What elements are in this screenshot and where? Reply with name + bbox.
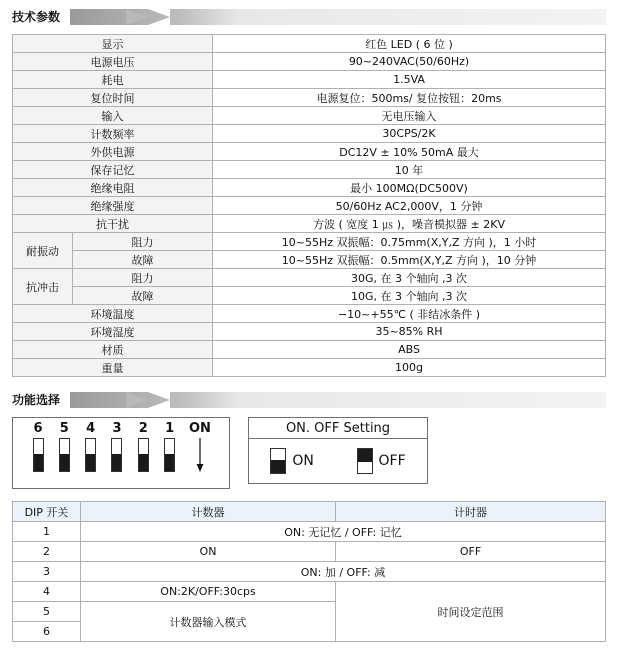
table-row xyxy=(13,35,606,53)
switch-up-icon xyxy=(357,448,373,474)
dip-switch-illustration xyxy=(12,417,230,489)
dip-number: 5 xyxy=(59,421,69,436)
table-row xyxy=(13,161,606,179)
spec-value: ABS xyxy=(213,341,606,359)
spec-label: 环境温度 xyxy=(13,305,213,323)
spec-value: 1.5VA xyxy=(213,71,606,89)
spec-label: 保存记忆 xyxy=(13,161,213,179)
column-header-dip: DIP 开关 xyxy=(13,502,81,522)
spec-sub-label: 阻力 xyxy=(73,269,213,287)
spec-value: DC12V ± 10% 50mA 最大 xyxy=(213,143,606,161)
onoff-legend-off xyxy=(357,448,406,474)
dip-number: 1 xyxy=(165,421,175,436)
dip-switch[interactable] xyxy=(53,438,75,474)
dip-index: 2 xyxy=(13,542,81,562)
spec-value: 35~85% RH xyxy=(213,323,606,341)
switch-down-icon xyxy=(270,448,286,474)
spec-label: 外供电源 xyxy=(13,143,213,161)
spec-value: 30G, 在 3 个轴向 ,3 次 xyxy=(213,269,606,287)
dip-on-label: ON xyxy=(189,421,211,436)
specification-table-body xyxy=(13,35,606,377)
spec-sub-label: 故障 xyxy=(73,251,213,269)
table-row xyxy=(13,215,606,233)
function-section-title: 功能选择 xyxy=(12,393,61,407)
table-row xyxy=(13,287,606,305)
table-row xyxy=(13,197,606,215)
spec-sub-label: 故障 xyxy=(73,287,213,305)
spec-value: 10~55Hz 双振幅：0.5mm(X,Y,Z 方向 )，10 分钟 xyxy=(213,251,606,269)
spec-value: 100g xyxy=(213,359,606,377)
dip-switch[interactable] xyxy=(106,438,128,474)
dip-counter-value: 计数器输入模式 xyxy=(81,602,336,642)
spec-label: 电源电压 xyxy=(13,53,213,71)
dip-index: 3 xyxy=(13,562,81,582)
spec-value: 10 年 xyxy=(213,161,606,179)
dip-counter-value: ON:2K/OFF:30cps xyxy=(81,582,336,602)
spec-label: 抗干扰 xyxy=(13,215,213,233)
table-row xyxy=(13,53,606,71)
spec-label: 绝缘强度 xyxy=(13,197,213,215)
dip-switch-numbers xyxy=(13,418,229,436)
spec-label: 计数频率 xyxy=(13,125,213,143)
header-ribbon-decoration-2 xyxy=(70,392,606,408)
dip-index: 6 xyxy=(13,622,81,642)
onoff-setting-panel xyxy=(248,417,428,484)
table-header-row xyxy=(13,502,606,522)
table-row xyxy=(13,143,606,161)
table-row xyxy=(13,359,606,377)
dip-counter-value: ON xyxy=(81,542,336,562)
dip-index: 1 xyxy=(13,522,81,542)
dip-timer-value: OFF xyxy=(336,542,606,562)
function-section-header xyxy=(12,391,606,409)
dip-function-table xyxy=(12,501,606,642)
dip-timer-value: 时间设定范围 xyxy=(336,582,606,642)
table-row xyxy=(13,582,606,602)
spec-label: 输入 xyxy=(13,107,213,125)
table-row xyxy=(13,522,606,542)
dip-switch[interactable] xyxy=(159,438,181,474)
spec-label: 复位时间 xyxy=(13,89,213,107)
table-row xyxy=(13,125,606,143)
onoff-off-label: OFF xyxy=(378,453,406,469)
spec-value: 红色 LED ( 6 位 ) xyxy=(213,35,606,53)
table-row xyxy=(13,542,606,562)
spec-label: 耗电 xyxy=(13,71,213,89)
table-row xyxy=(13,323,606,341)
specification-table xyxy=(12,34,606,377)
spec-label: 环境湿度 xyxy=(13,323,213,341)
spec-label: 绝缘电阻 xyxy=(13,179,213,197)
down-arrow-icon xyxy=(185,438,215,474)
column-header-counter: 计数器 xyxy=(81,502,336,522)
dip-switch[interactable] xyxy=(132,438,154,474)
spec-section-header xyxy=(12,8,606,26)
table-row xyxy=(13,269,606,287)
spec-value: 10G, 在 3 个轴向 ,3 次 xyxy=(213,287,606,305)
spec-value: −10~+55℃ ( 非结冰条件 ) xyxy=(213,305,606,323)
spec-value: 最小 100MΩ(DC500V) xyxy=(213,179,606,197)
spec-sub-label: 阻力 xyxy=(73,233,213,251)
dip-index: 4 xyxy=(13,582,81,602)
spec-value: 方波 ( 宽度 1 ㎲ )，噪音模拟器 ± 2KV xyxy=(213,215,606,233)
table-row xyxy=(13,305,606,323)
spec-value: 10~55Hz 双振幅：0.75mm(X,Y,Z 方向 )，1 小时 xyxy=(213,233,606,251)
onoff-legend-on xyxy=(270,448,314,474)
spec-value: 电源复位：500ms/ 复位按钮：20ms xyxy=(213,89,606,107)
dip-number: 3 xyxy=(112,421,122,436)
dip-switch-row xyxy=(13,436,229,474)
spec-section-title: 技术参数 xyxy=(12,10,61,24)
spec-value: 30CPS/2K xyxy=(213,125,606,143)
onoff-setting-title: ON. OFF Setting xyxy=(249,418,427,439)
table-row xyxy=(13,341,606,359)
spec-value: 50/60Hz AC2,000V，1 分钟 xyxy=(213,197,606,215)
table-row xyxy=(13,107,606,125)
spec-label: 材质 xyxy=(13,341,213,359)
dip-value-span: ON: 无记忆 / OFF: 记忆 xyxy=(81,522,606,542)
column-header-timer: 计时器 xyxy=(336,502,606,522)
header-ribbon-decoration xyxy=(70,9,606,25)
table-row xyxy=(13,251,606,269)
table-row xyxy=(13,562,606,582)
dip-value-span: ON: 加 / OFF: 减 xyxy=(81,562,606,582)
dip-number: 6 xyxy=(33,421,43,436)
dip-index: 5 xyxy=(13,602,81,622)
dip-number: 4 xyxy=(86,421,96,436)
table-row xyxy=(13,233,606,251)
spec-group-label: 耐振动 xyxy=(13,233,73,269)
table-row xyxy=(13,89,606,107)
table-row xyxy=(13,179,606,197)
dip-switch[interactable] xyxy=(80,438,102,474)
onoff-on-label: ON xyxy=(292,453,314,469)
spec-label: 重量 xyxy=(13,359,213,377)
spec-label: 显示 xyxy=(13,35,213,53)
spec-value: 无电压输入 xyxy=(213,107,606,125)
dip-number: 2 xyxy=(138,421,148,436)
function-select-panels xyxy=(12,417,606,489)
spec-value: 90~240VAC(50/60Hz) xyxy=(213,53,606,71)
spec-group-label: 抗冲击 xyxy=(13,269,73,305)
dip-switch[interactable] xyxy=(27,438,49,474)
table-row xyxy=(13,71,606,89)
